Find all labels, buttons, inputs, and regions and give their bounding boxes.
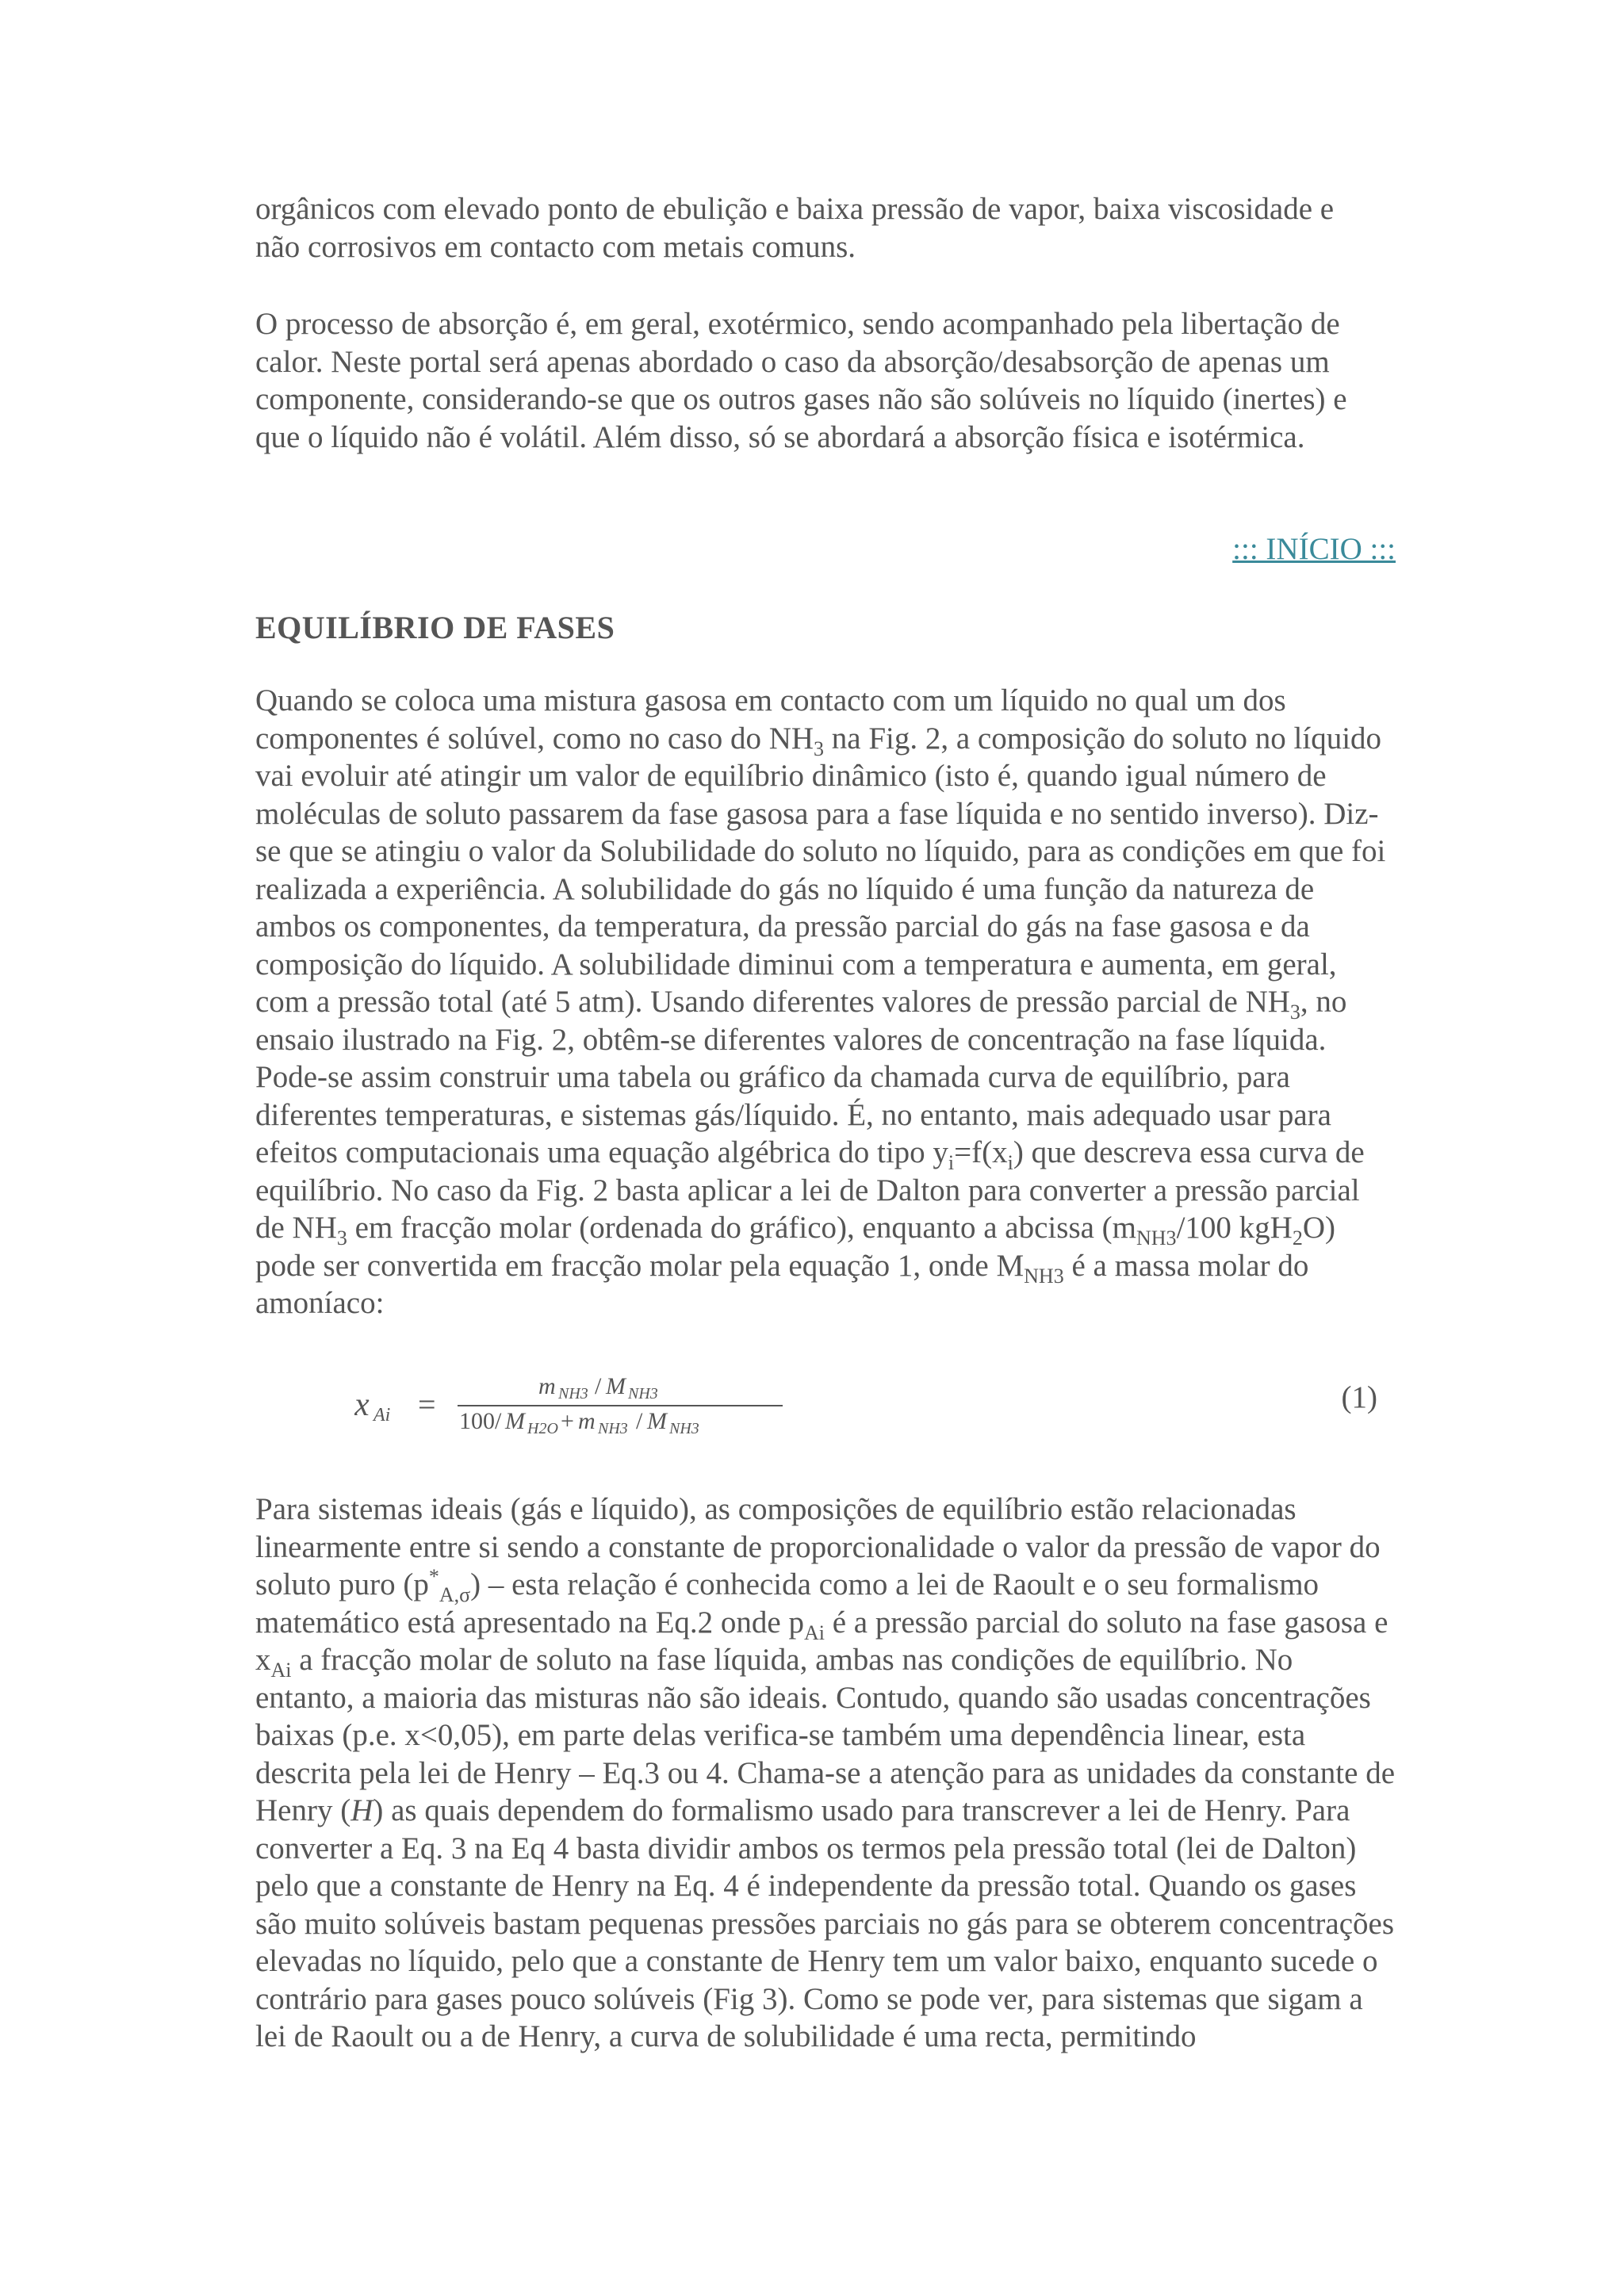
- eq-den-slash: /: [636, 1408, 643, 1434]
- equation-number: (1): [1341, 1380, 1377, 1414]
- eq-den-M2: M: [647, 1408, 667, 1434]
- eq-den-m: m: [578, 1408, 596, 1434]
- eq-num-M: M: [606, 1373, 626, 1399]
- eq-den-100: 100/: [459, 1408, 502, 1434]
- eq-den-M1-sub: H2O: [527, 1420, 558, 1437]
- paragraph-equilibrium: Quando se coloca uma mistura gasosa em contacto com um líquido no qual um dos componentes é solúvel, como no caso do $NH_3$ na Fig. 2, a composição do soluto no líquido vai evoluir até atingir um valor de equilíbrio dinâmico (isto é, quando igual número de moléculas de soluto passarem da fase gasosa para a fase líquida e no sentido inverso). Diz-se que se atingiu o valor da Solubilidade do soluto no líquido, para as condições em que foi realizada a experiência. A solubilidade do gás no líquido é uma função da natureza de ambos os componentes, da temperatura, da pressão parcial do gás na fase gasosa e da composição do líquido. A solubilidade diminui com a temperatura e aumenta, em geral, com a pressão total (até 5 atm). Usando diferentes valores de pressão parcial de $NH_3$, no ensaio ilustrado na Fig. 2, obtêm-se diferentes valores de concentração na fase líquida. Pode-se assim construir uma tabela ou gráfico da chamada curva de equilíbrio, para diferentes temperaturas, e sistemas gás/líquido. É, no entanto, mais adequado usar para efeitos computacionais uma equação algébrica do tipo $y_i=f(x_i)$ que descreva essa curva de equilíbrio. No caso da Fig. 2 basta aplicar a lei de Dalton para converter a pressão parcial de $NH_3$ em fracção molar (ordenada do gráfico), enquanto a abcissa ($m_{NH3}/100$ kgH$_2$O) pode ser convertida em fracção molar pela equação 1, onde $M_{NH3}$ é a massa molar do amoníaco:: [255, 683, 1386, 1320]
- eq-equals: =: [418, 1387, 436, 1422]
- equation-1: [354, 1372, 1377, 1435]
- eq-den-M1: M: [505, 1408, 525, 1434]
- paragraph-raoult-henry: Para sistemas ideais (gás e líquido), as composições de equilíbrio estão relacionadas linearmente entre si sendo a constante de proporcionalidade o valor da pressão de vapor do soluto puro $(p^*_{A,\sigma})$ – esta relação é conhecida como a lei de Raoult e o seu formalismo matemático está apresentado na Eq.2 onde $p_{Ai}$ é a pressão parcial do soluto na fase gasosa e $x_{Ai}$ a fracção molar de soluto na fase líquida, ambas nas condições de equilíbrio. No entanto, a maioria das misturas não são ideais. Contudo, quando são usadas concentrações baixas (p.e. x<0,05), em parte delas verifica-se também uma dependência linear, esta descrita pela lei de Henry – Eq.3 ou 4. Chama-se a atenção para as unidades da constante de Henry (H) as quais dependem do formalismo usado para transcrever a lei de Henry. Para converter a Eq. 3 na Eq 4 basta dividir ambos os termos pela pressão total (lei de Dalton) pelo que a constante de Henry na Eq. 4 é independente da pressão total. Quando os gases são muito solúveis bastam pequenas pressões parciais no gás para se obterem concentrações elevadas no líquido, pelo que a constante de Henry tem um valor baixo, enquanto sucede o contrário para gases pouco solúveis (Fig 3). Como se pode ver, para sistemas que sigam a lei de Raoult ou a de Henry, a curva de solubilidade é uma recta, permitindo: [255, 1492, 1396, 2053]
- equation-formula: [354, 1372, 846, 1443]
- paragraph-solvents: orgânicos com elevado ponto de ebulição e baixa pressão de vapor, baixa viscosidade e não corrosivos em contacto com metais comuns.: [255, 192, 1335, 264]
- eq-num-m: m: [538, 1373, 556, 1399]
- eq-num-m-sub: NH3: [558, 1385, 588, 1402]
- eq-den-m-sub: NH3: [598, 1420, 628, 1437]
- eq-den-plus: +: [561, 1408, 574, 1434]
- section-heading: EQUILÍBRIO DE FASES: [255, 610, 615, 645]
- eq-lhs-sub: Ai: [373, 1405, 391, 1425]
- eq-den-M2-sub: NH3: [669, 1420, 699, 1437]
- inicio-link[interactable]: ::: INÍCIO :::: [1232, 532, 1396, 566]
- eq-lhs: x: [354, 1387, 370, 1423]
- eq-num-slash: /: [595, 1373, 602, 1399]
- paragraph-absorption-process: O processo de absorção é, em geral, exotérmico, sendo acompanhado pela libertação de calor. Neste portal será apenas abordado o caso da absorção/desabsorção de apenas um componente, considerando-se que os outros gases não são solúveis no líquido (inertes) e que o líquido não é volátil. Além disso, só se abordará a absorção física e isotérmica.: [255, 307, 1347, 454]
- eq-num-M-sub: NH3: [628, 1385, 658, 1402]
